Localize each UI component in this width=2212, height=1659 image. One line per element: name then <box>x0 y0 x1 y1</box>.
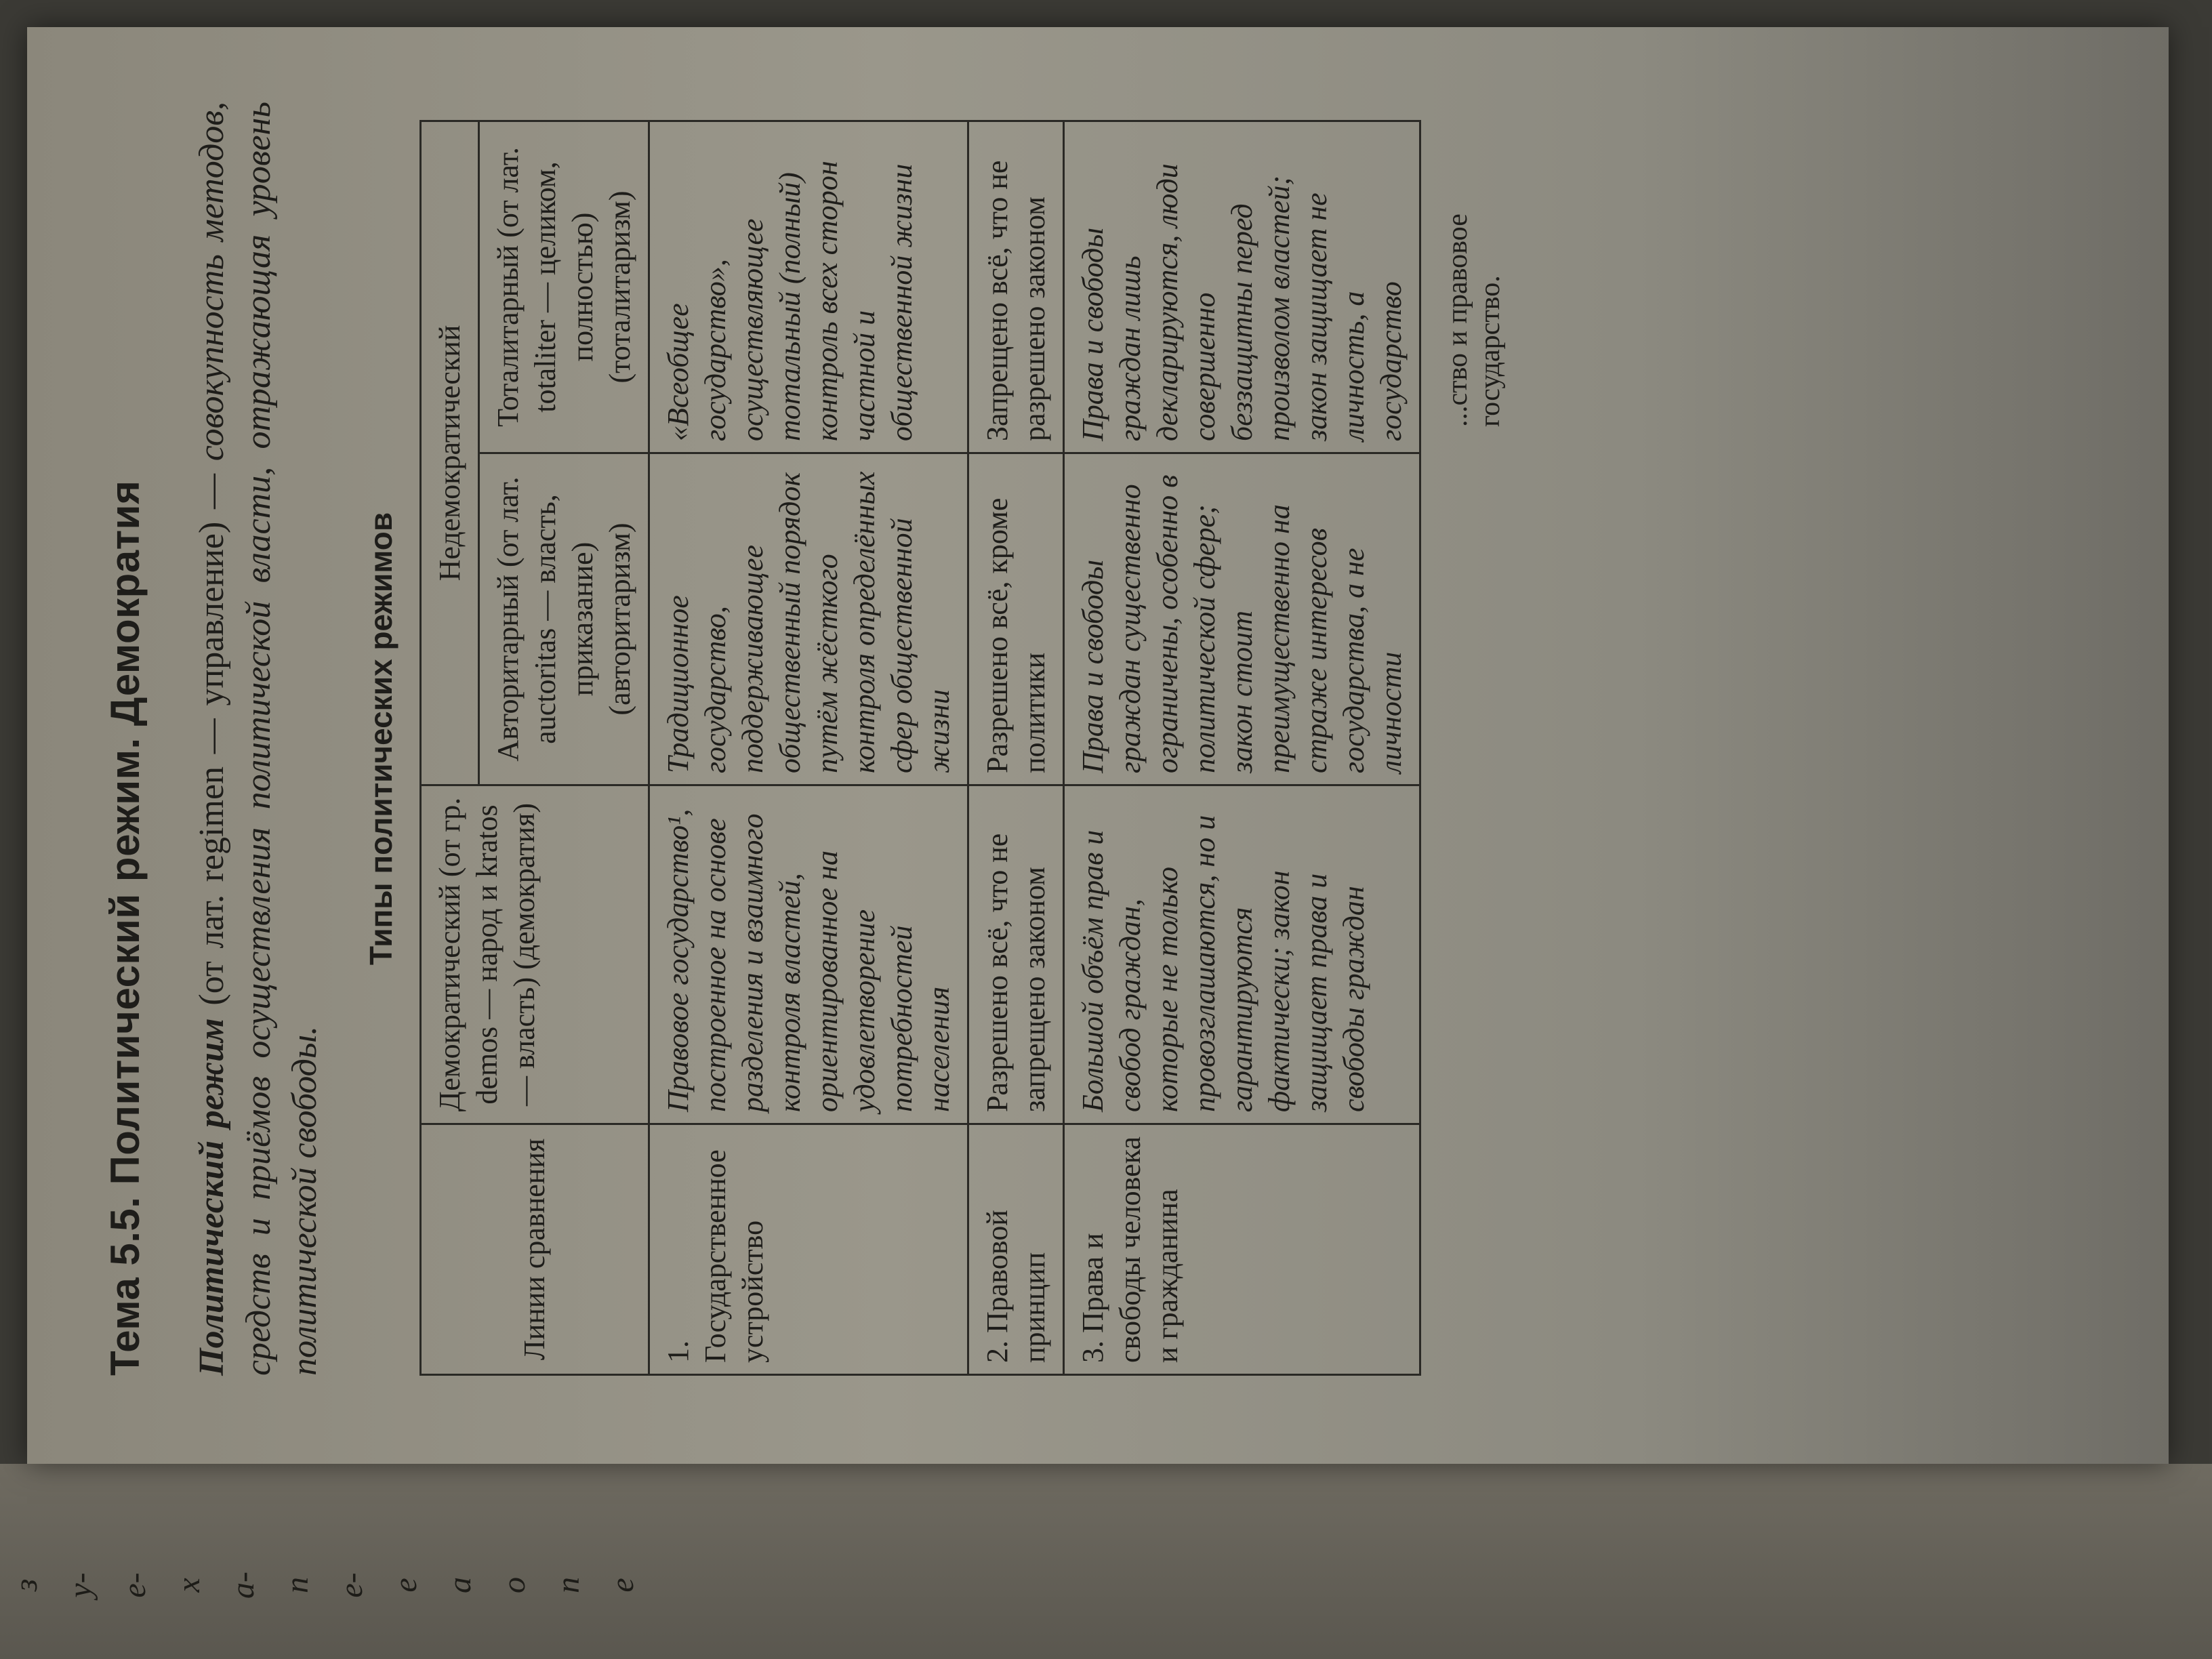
left-page-glyph: а <box>442 1577 478 1593</box>
definition-etymology: (от лат. regimen — управление) <box>192 521 231 1006</box>
row-line: 3. Права и свободы человека и гражданина <box>1063 1124 1420 1375</box>
table-row <box>1063 121 1420 1375</box>
left-page-glyph: е <box>605 1578 640 1593</box>
header-authoritarian: Авторитарный (от лат. auctoritas — власть, приказание) (авторитаризм) <box>478 453 649 785</box>
row-line: 2. Правовой принцип <box>968 1124 1063 1375</box>
cell-totalitarian: Права и свободы граждан лишь декларируются, люди совершенно беззащитны перед произволом властей; закон защищает не личность, а государство <box>1063 121 1420 453</box>
cell-democratic: Большой объём прав и свобод граждан, которые не только провозглашаются, но и гарантируются фактически; закон защищает права и свободы граждан <box>1063 785 1420 1124</box>
table-row <box>649 121 968 1375</box>
cell-democratic: Правовое государство¹, построенное на основе разделения и взаимного контроля властей, ориентированное на удовлетворение потребностей населения <box>649 785 968 1124</box>
table-row <box>968 121 1063 1375</box>
left-page-glyph: з <box>8 1578 44 1592</box>
header-democratic: Демократический (от гр. demos — народ и kratos — власть) (демократия) <box>420 785 649 1124</box>
cell-totalitarian: «Всеобщее государство», осуществляющее тотальный (полный) контроль всех сторон частной и общественной жизни <box>649 121 968 453</box>
header-nondemocratic: Недемократический <box>420 121 478 785</box>
cell-authoritarian: Разрешено всё, кроме политики <box>968 453 1063 785</box>
page-title: Тема 5.5. Политический режим. Демократия <box>102 480 148 1376</box>
footnote: ...ство и правовое государство. <box>1441 213 1506 427</box>
left-page-glyph: е- <box>333 1572 369 1598</box>
definition-term: Политический режим <box>192 1018 231 1376</box>
left-page-glyph: е <box>388 1578 424 1593</box>
row-line: 1. Государственное устройство <box>649 1124 968 1375</box>
definition-dash: — <box>192 461 231 522</box>
left-page-text-strip <box>0 1511 2212 1659</box>
cell-authoritarian: Права и свободы граждан существенно ограничены, особенно в политической сфере; закон стоит преимущественно на страже интересов государства, а не личности <box>1063 453 1420 785</box>
left-page-glyph: у- <box>62 1572 98 1598</box>
left-page-glyph: п <box>550 1577 586 1593</box>
cell-democratic: Разрешено всё, что не запрещено законом <box>968 785 1063 1124</box>
table-header-row <box>420 121 478 1375</box>
definition-body: совокупность методов, средств и приёмов осуществления политической власти, отражающая уровень политической свободы. <box>192 102 325 1376</box>
book-page <box>27 27 2169 1464</box>
cell-authoritarian: Традиционное государство, поддерживающее общественный порядок путём жёсткого контроля определённых сфер общественной жизни <box>649 453 968 785</box>
left-page-glyph: а- <box>225 1572 261 1599</box>
page-content <box>27 27 2128 1450</box>
header-totalitarian: Тоталитарный (от лат. totaliter — целиком, полностью) (тоталитаризм) <box>478 121 649 453</box>
definition-paragraph <box>189 102 329 1376</box>
left-page-glyph: п <box>279 1577 315 1593</box>
left-page-glyph: х <box>171 1578 207 1593</box>
regimes-table <box>419 120 1421 1376</box>
header-lines: Линии сравнения <box>420 1124 649 1375</box>
left-page-glyph: е- <box>117 1572 152 1598</box>
cell-totalitarian: Запрещено всё, что не разрешено законом <box>968 121 1063 453</box>
table-title: Типы политических режимов <box>363 512 398 966</box>
left-page-glyph: о <box>496 1577 532 1593</box>
